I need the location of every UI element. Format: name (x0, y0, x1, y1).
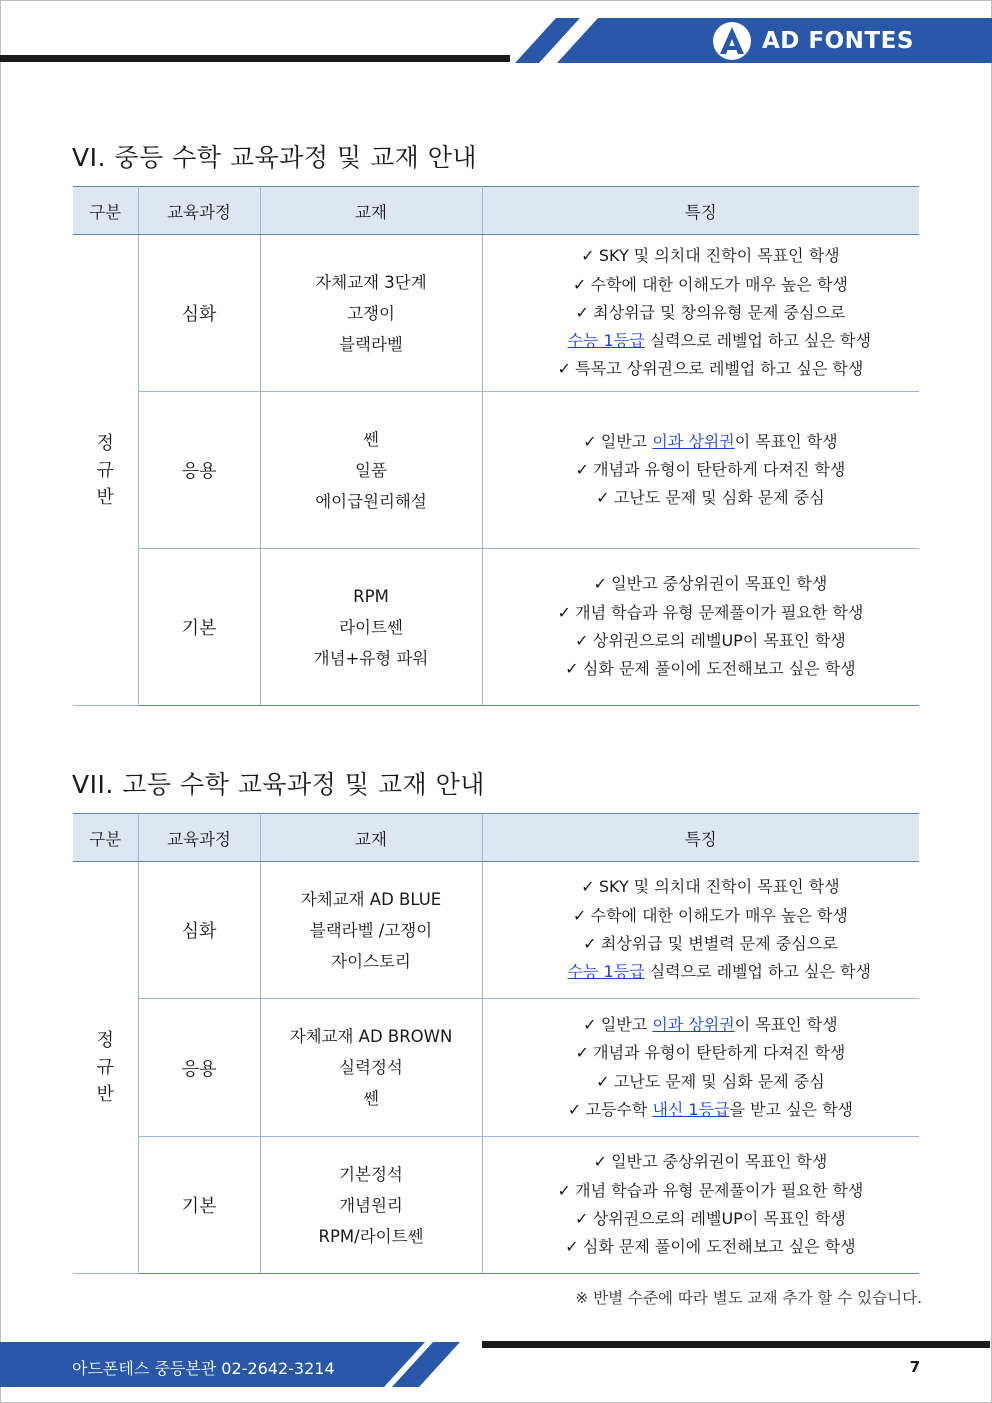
check-icon: ✓ (575, 459, 589, 479)
feature-item (499, 1205, 919, 1233)
feature-item (499, 1233, 919, 1261)
book-title: 자이스토리 (331, 951, 411, 971)
highlight-text: 이과 상위권 (652, 431, 735, 451)
section-title-middle: VI. 중등 수학 교육과정 및 교재 안내 (72, 143, 478, 172)
feature-text: 을 받고 싶은 학생 (729, 1099, 853, 1119)
feature-text: 일반고 중상위권이 목표인 학생 (611, 1152, 828, 1172)
feature-item (499, 627, 919, 655)
check-icon: ✓ (575, 302, 589, 322)
table-row (73, 1137, 919, 1274)
feature-text: 특목고 상위권으로 레벨업 하고 싶은 학생 (575, 359, 864, 379)
group-cell (73, 235, 138, 706)
section-title-high: VII. 고등 수학 교육과정 및 교재 안내 (72, 770, 485, 799)
feature-text: 상위권으로의 레벨UP이 목표인 학생 (592, 1209, 846, 1228)
check-icon: ✓ (581, 877, 595, 897)
feature-text: 개념과 유형이 탄탄하게 다져진 학생 (593, 459, 846, 479)
feature-text: 고등수학 (585, 1099, 653, 1119)
feature-item (499, 428, 919, 456)
check-icon: ✓ (581, 246, 595, 266)
feature-item (499, 930, 919, 958)
feature-item (499, 355, 919, 383)
header-cell: 구분 (73, 814, 138, 862)
book-title: 고쟁이 (347, 303, 395, 323)
check-icon: ✓ (557, 1180, 571, 1200)
course-cell: 응용 (138, 999, 260, 1137)
check-icon: ✓ (572, 274, 587, 294)
check-icon: ✓ (575, 1043, 589, 1063)
book-title: 블랙라벨 (339, 334, 403, 354)
book-title: 기본정석 (339, 1164, 403, 1184)
feature-text: SKY 및 의치대 진학이 목표인 학생 (598, 246, 840, 266)
highlight-text: 수능 1등급 (567, 962, 645, 982)
course-cell: 기본 (138, 549, 260, 706)
group-char: 정 (96, 432, 114, 454)
check-icon: ✓ (583, 934, 597, 953)
highlight-text: 내신 1등급 (652, 1099, 730, 1119)
feature-item (499, 1068, 919, 1096)
book-title: 개념원리 (339, 1195, 403, 1215)
books-cell (260, 235, 482, 392)
feature-text: 일반고 중상위권이 목표인 학생 (611, 574, 828, 594)
books-cell (260, 862, 482, 999)
book-title: 개념+유형 파워 (313, 648, 429, 668)
feature-text: 일반고 (600, 1014, 653, 1034)
check-icon: ✓ (583, 431, 597, 451)
feature-text: 심화 문제 풀이에 도전해보고 싶은 학생 (582, 659, 856, 679)
book-title: 일품 (355, 460, 387, 480)
book-title: 에이급원리해설 (315, 491, 427, 511)
features-cell (482, 392, 919, 549)
feature-text: 개념과 유형이 탄탄하게 다져진 학생 (593, 1043, 846, 1063)
header-cell: 구분 (73, 187, 138, 235)
book-title: 라이트쎈 (339, 617, 403, 637)
check-icon: ✓ (575, 631, 589, 650)
logo-text: AD FONTES (762, 28, 914, 54)
footnote: ※ 반별 수준에 따라 별도 교재 추가 할 수 있습니다. (575, 1289, 922, 1307)
check-icon: ✓ (565, 659, 579, 679)
highlight-text: 수능 1등급 (567, 331, 645, 351)
features-cell (482, 235, 919, 392)
feature-item (499, 242, 919, 270)
book-title: RPM (353, 586, 389, 606)
course-cell: 기본 (138, 1137, 260, 1274)
feature-text: 개념 학습과 유형 문제풀이가 필요한 학생 (575, 602, 864, 622)
middle-school-table (73, 186, 919, 706)
header-cell: 특징 (482, 187, 919, 235)
header-cell: 교재 (260, 814, 482, 862)
check-icon: ✓ (557, 359, 571, 379)
feature-item (499, 1011, 919, 1039)
header-cell: 교육과정 (138, 187, 260, 235)
features-cell (482, 999, 919, 1137)
feature-text: 수학에 대한 이해도가 매우 높은 학생 (590, 905, 848, 925)
book-title: 쎈 (363, 1089, 379, 1108)
check-icon: ✓ (583, 1014, 597, 1034)
table-row (73, 235, 919, 392)
feature-item (499, 1177, 919, 1205)
books-cell (260, 392, 482, 549)
feature-item (499, 299, 919, 327)
feature-text: 고난도 문제 및 심화 문제 중심 (613, 488, 825, 508)
feature-item (499, 655, 919, 683)
feature-item (499, 873, 919, 901)
group-char: 정 (96, 1030, 114, 1051)
feature-text: 상위권으로의 레벨UP이 목표인 학생 (592, 631, 846, 650)
check-icon: ✓ (596, 1071, 610, 1091)
book-title: 자체교재 AD BROWN (289, 1027, 453, 1046)
feature-item (499, 327, 919, 355)
feature-item (499, 570, 919, 598)
table-row (73, 549, 919, 706)
course-cell: 심화 (138, 235, 260, 392)
feature-text: 수학에 대한 이해도가 매우 높은 학생 (590, 274, 848, 294)
check-icon: ✓ (593, 574, 607, 594)
check-icon: ✓ (593, 1152, 607, 1172)
features-cell (482, 862, 919, 999)
feature-item (499, 958, 919, 986)
check-icon: ✓ (565, 1237, 579, 1257)
features-cell (482, 549, 919, 706)
feature-item (499, 1096, 919, 1124)
feature-item (499, 271, 919, 299)
footer-rule (482, 1341, 990, 1348)
feature-item (499, 1148, 919, 1176)
feature-item (499, 456, 919, 484)
feature-text: 심화 문제 풀이에 도전해보고 싶은 학생 (582, 1237, 856, 1257)
header-logo (712, 21, 914, 61)
books-cell (260, 999, 482, 1137)
feature-item (499, 484, 919, 512)
ad-fontes-logo-icon (712, 21, 752, 61)
table-header-row (73, 187, 919, 235)
book-title: 실력정석 (339, 1058, 403, 1077)
check-icon: ✓ (572, 905, 587, 925)
feature-text: 이 목표인 학생 (734, 1014, 838, 1034)
header-cell: 특징 (482, 814, 919, 862)
table-row (73, 392, 919, 549)
books-cell (260, 549, 482, 706)
check-icon: ✓ (596, 488, 610, 508)
header-cell: 교재 (260, 187, 482, 235)
feature-text: 개념 학습과 유형 문제풀이가 필요한 학생 (575, 1180, 864, 1200)
book-title: RPM/라이트쎈 (318, 1226, 424, 1246)
feature-item (499, 902, 919, 930)
check-icon: ✓ (557, 602, 571, 622)
feature-item (499, 1039, 919, 1067)
feature-text: 일반고 (600, 431, 653, 451)
check-icon: ✓ (575, 1209, 589, 1228)
book-title: 쎈 (363, 429, 379, 449)
group-char: 규 (96, 1057, 114, 1078)
group-char: 반 (96, 486, 114, 508)
book-title: 자체교재 AD BLUE (300, 889, 442, 909)
group-cell (73, 862, 138, 1274)
course-cell: 응용 (138, 392, 260, 549)
book-title: 자체교재 3단계 (315, 272, 427, 292)
feature-text: 최상위급 및 창의유형 문제 중심으로 (593, 302, 846, 322)
features-cell (482, 1137, 919, 1274)
feature-text: 이 목표인 학생 (734, 431, 838, 451)
page-number: 7 (909, 1358, 921, 1376)
books-cell (260, 1137, 482, 1274)
header-cell: 교육과정 (138, 814, 260, 862)
table-header-row (73, 814, 919, 862)
feature-text: 실력으로 레벨업 하고 싶은 학생 (644, 962, 871, 982)
feature-text: 고난도 문제 및 심화 문제 중심 (613, 1071, 825, 1091)
group-char: 반 (96, 1084, 114, 1105)
highlight-text: 이과 상위권 (652, 1014, 735, 1034)
footer-contact: 아드폰테스 중등본관 02-2642-3214 (72, 1359, 335, 1378)
book-title: 블랙라벨 /고쟁이 (309, 920, 433, 940)
header-rule (0, 55, 510, 62)
feature-text: 실력으로 레벨업 하고 싶은 학생 (644, 331, 871, 351)
group-char: 규 (96, 459, 114, 481)
table-row (73, 999, 919, 1137)
feature-item (499, 599, 919, 627)
table-row (73, 862, 919, 999)
high-school-table (73, 813, 919, 1274)
feature-text: SKY 및 의치대 진학이 목표인 학생 (598, 877, 840, 897)
check-icon: ✓ (567, 1099, 582, 1119)
course-cell: 심화 (138, 862, 260, 999)
feature-text: 최상위급 및 변별력 문제 중심으로 (600, 934, 838, 953)
